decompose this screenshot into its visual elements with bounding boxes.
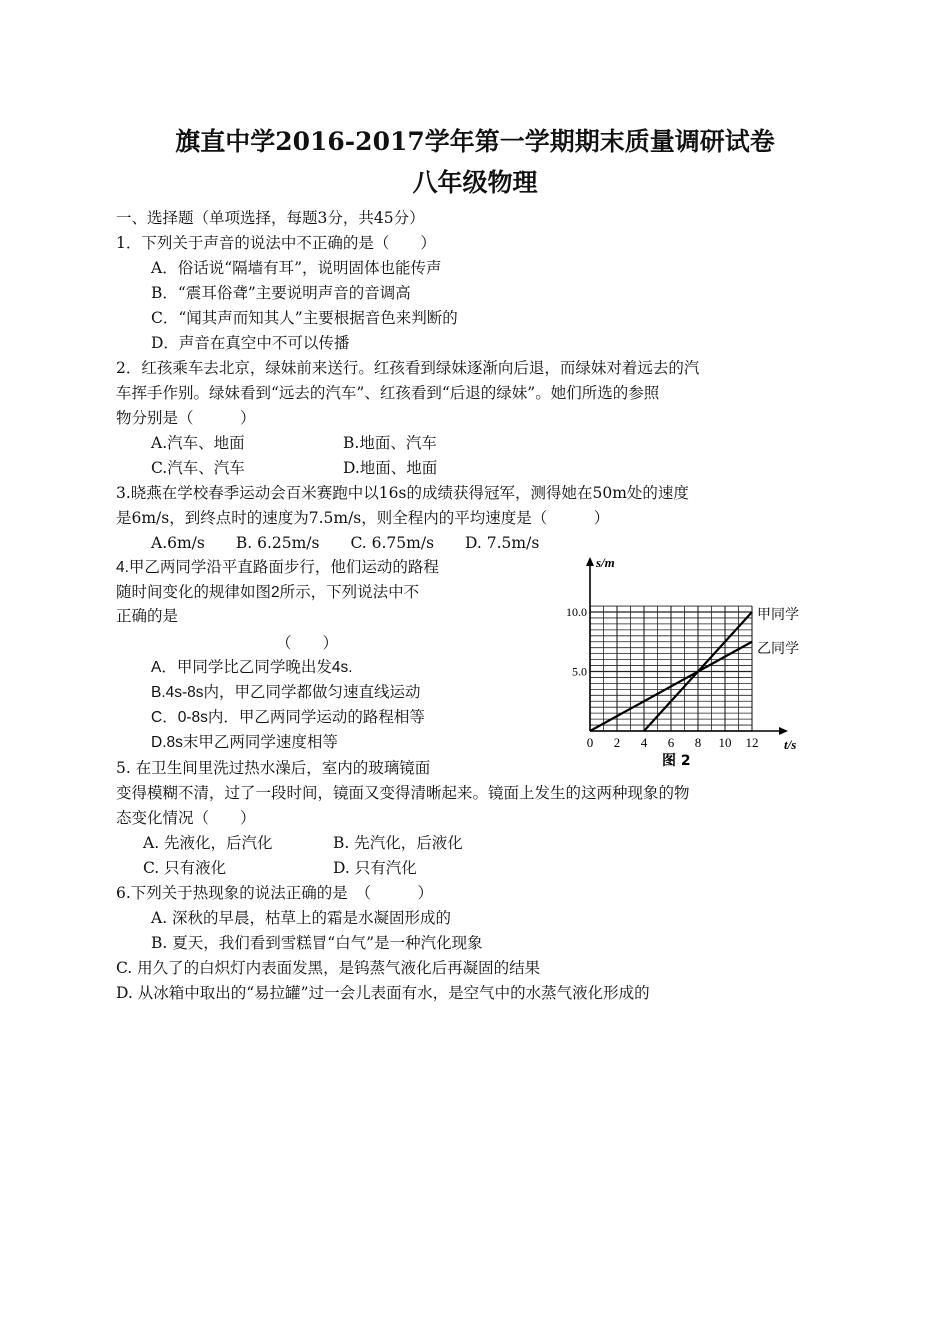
figure-2-graph (558, 553, 828, 775)
q1-option-a: A．俗话说“隔墙有耳”，说明固体也能传声 (151, 259, 442, 277)
x-tick-label-6: 6 (667, 735, 675, 750)
q5-option-d: D. 只有汽化 (333, 859, 417, 877)
q5-stem-line1: 5. 在卫生间里洗过热水澡后，室内的玻璃镜面 (116, 759, 431, 777)
q4-stem-line3: 正确的是 (116, 608, 179, 625)
q6-option-c: C. 用久了的白炽灯内表面发黑，是钨蒸气液化后再凝固的结果 (116, 959, 541, 977)
y-axis-label: s/m (596, 555, 615, 570)
q1-option-d: D．声音在真空中不可以传播 (151, 334, 350, 352)
q2-stem-line1: 2．红孩乘车去北京，绿妹前来送行。红孩看到绿妹逐渐向后退，而绿妹对着远去的汽 (116, 359, 700, 377)
q1-option-c: C．“闻其声而知其人”主要根据音色来判断的 (151, 309, 458, 327)
q4-option-c: C．0-8s内．甲乙两同学运动的路程相等 (151, 709, 425, 726)
q2-option-c: C.汽车、汽车 (151, 459, 245, 477)
q1-stem: 1．下列关于声音的说法中不正确的是（ ） (116, 234, 436, 252)
q3-options: A.6m/s B. 6.25m/s C. 6.75m/s D. 7.5m/s (151, 534, 540, 552)
exam-subtitle: 八年级物理 (412, 168, 538, 197)
q6-option-b: B. 夏天，我们看到雪糕冒“白气”是一种汽化现象 (151, 934, 483, 952)
q5-option-a: A. 先液化，后汽化 (143, 834, 273, 852)
x-tick-label-4: 4 (640, 735, 648, 750)
q1-option-b: B．“震耳俗聋”主要说明声音的音调高 (151, 284, 411, 302)
x-tick-label-10: 10 (718, 735, 732, 750)
q6-stem: 6.下列关于热现象的说法正确的是 （ ） (116, 884, 434, 902)
section-heading: 一、选择题（单项选择，每题3分，共45分） (116, 209, 425, 227)
q6-option-d: D. 从冰箱中取出的“易拉罐”过一会儿表面有水，是空气中的水蒸气液化形成的 (116, 984, 650, 1002)
q5-stem-line2: 变得模糊不清，过了一段时间，镜面又变得清晰起来。镜面上发生的这两种现象的物 (116, 784, 690, 802)
x-tick-label-8: 8 (694, 735, 702, 750)
q3-stem-line2: 是6m/s，到终点时的速度为7.5m/s，则全程内的平均速度是（ ） (116, 509, 610, 527)
x-tick-label-0: 0 (586, 735, 594, 750)
y-tick-label-5-0: 5.0 (572, 664, 587, 679)
q6-option-a: A. 深秋的早晨，枯草上的霜是水凝固形成的 (151, 909, 452, 927)
q4-option-b: B.4s-8s内，甲乙同学都做匀速直线运动 (151, 684, 421, 701)
x-tick-label-2: 2 (613, 735, 621, 750)
line-jia-label: 甲同学 (757, 607, 799, 623)
q4-stem-line1: 4.甲乙两同学沿平直路面步行，他们运动的路程 (116, 559, 439, 576)
x-axis-label: t/s (784, 737, 797, 752)
q5-stem-line3: 态变化情况（ ） (116, 809, 256, 827)
q2-option-b: B.地面、汽车 (343, 434, 437, 452)
q2-option-a: A.汽车、地面 (151, 434, 245, 452)
q2-option-d: D.地面、地面 (343, 459, 438, 477)
q4-answer-paren: （ ） (276, 634, 339, 652)
q5-option-c: C. 只有液化 (143, 859, 227, 877)
q5-option-b: B. 先汽化，后液化 (333, 834, 463, 852)
x-tick-label-12: 12 (745, 735, 759, 750)
q4-stem-line2: 随时间变化的规律如图2所示，下列说法中不 (116, 584, 420, 601)
line-yi-label: 乙同学 (757, 641, 799, 657)
q2-stem-line3: 物分别是（ ） (116, 409, 256, 427)
y-tick-label-10-0: 10.0 (566, 605, 587, 619)
q4-option-d: D.8s末甲乙两同学速度相等 (151, 734, 338, 751)
exam-title: 旗直中学2016-2017学年第一学期期末质量调研试卷 (175, 127, 775, 156)
graph-grid (590, 606, 752, 731)
q2-stem-line2: 车挥手作别。绿妹看到“远去的汽车”、红孩看到“后退的绿妹”。她们所选的参照 (116, 384, 660, 402)
figure-caption: 图 2 (662, 753, 691, 769)
q3-stem-line1: 3.晓燕在学校春季运动会百米赛跑中以16s的成绩获得冠军，测得她在50m处的速度 (116, 484, 689, 502)
q4-option-a: A．甲同学比乙同学晚出发4s. (151, 659, 353, 676)
